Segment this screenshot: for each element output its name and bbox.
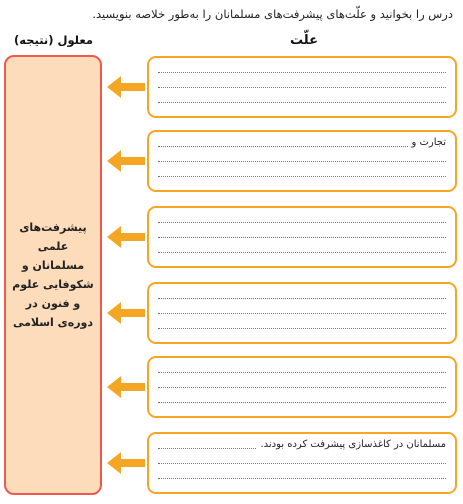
cause-box-5[interactable] xyxy=(147,356,457,418)
answer-line[interactable] xyxy=(158,72,446,73)
effect-box xyxy=(4,55,102,495)
arrow-left-icon xyxy=(106,375,146,399)
answer-line[interactable] xyxy=(158,402,446,403)
instruction-text: درس را بخوانید و علّت‌های پیشرفت‌های مسلمانان را به‌طور خلاصه بنویسید. xyxy=(92,7,453,21)
answer-line[interactable] xyxy=(158,252,446,253)
answer-line[interactable] xyxy=(158,298,446,299)
cause-box-1[interactable] xyxy=(147,56,457,118)
cause-box-3[interactable] xyxy=(147,206,457,268)
answer-line[interactable] xyxy=(158,146,446,147)
answer-line[interactable] xyxy=(158,372,446,373)
cause-prefix-text: تجارت و xyxy=(408,137,446,149)
effect-column-title: معلول (نتیجه) xyxy=(14,33,93,47)
arrow-left-icon xyxy=(106,301,146,325)
answer-line[interactable] xyxy=(158,313,446,314)
cause-column-title: علّت xyxy=(290,33,318,48)
answer-line[interactable] xyxy=(158,87,446,88)
cause-box-4[interactable] xyxy=(147,282,457,344)
answer-line[interactable] xyxy=(158,161,446,162)
answer-line[interactable] xyxy=(158,463,446,464)
arrow-left-icon xyxy=(106,225,146,249)
arrow-left-icon xyxy=(106,75,146,99)
cause-box-2[interactable] xyxy=(147,130,457,192)
cause-box-6[interactable] xyxy=(147,432,457,494)
answer-line[interactable] xyxy=(158,176,446,177)
answer-line[interactable] xyxy=(158,387,446,388)
answer-line[interactable] xyxy=(158,237,446,238)
effect-text: پیشرفت‌های علمی مسلمانان و شکوفایی علوم و فنون در دوره‌ی اسلامی xyxy=(12,221,94,329)
answer-line[interactable] xyxy=(158,222,446,223)
cause-prefix-text: مسلمانان در کاغذسازی پیشرفت کرده بودند. xyxy=(257,439,446,451)
answer-line[interactable] xyxy=(158,102,446,103)
arrow-left-icon xyxy=(106,149,146,173)
arrow-left-icon xyxy=(106,451,146,475)
answer-line[interactable] xyxy=(158,478,446,479)
answer-line[interactable] xyxy=(158,328,446,329)
